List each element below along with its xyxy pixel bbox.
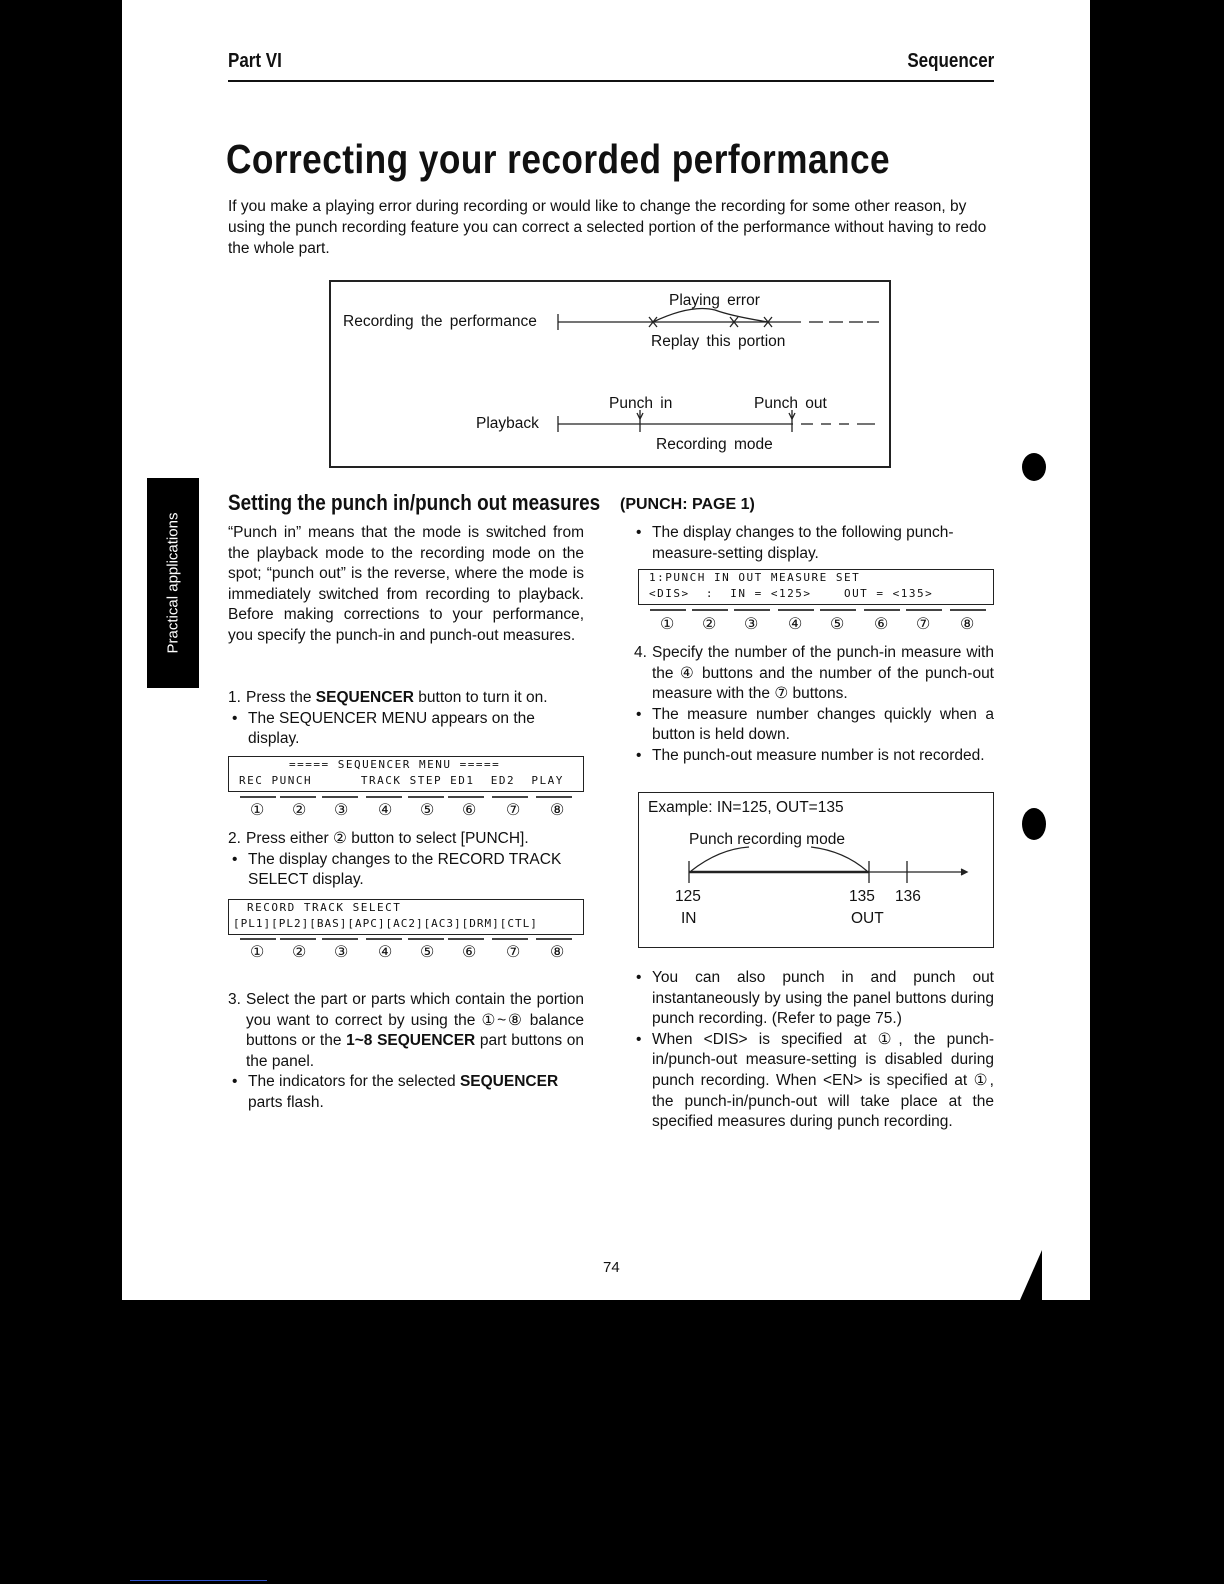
part-label: Part VI xyxy=(228,50,282,72)
step-4: 4. Specify the number of the punch-in measure with the ④ buttons and the number of the punch-out measure with the ⑦ buttons. • The measure number changes quickly when a button is held down. • The punch-out measure number is not recorded. xyxy=(634,644,994,764)
left-column xyxy=(228,523,584,647)
measure-135: 135 xyxy=(849,888,875,905)
page-corner xyxy=(1020,1250,1042,1300)
step-3: 3. Select the part or parts which contain the portion you want to correct by using the ①~⑧ balance buttons or the 1~8 SEQUENCER part buttons on the panel. • The indicators for the selected SEQUENCER parts flash. xyxy=(228,991,584,1111)
replay-label: Replay this portion xyxy=(651,333,786,350)
header-rule xyxy=(228,80,994,82)
right-bullet-1: • The display changes to the following punch-measure-setting display. xyxy=(636,524,954,562)
side-tab-label: Practical applications xyxy=(164,512,182,654)
measure-136: 136 xyxy=(895,888,921,905)
punch-diagram-lines xyxy=(331,282,889,466)
punch-diagram xyxy=(329,280,891,468)
in-label: IN xyxy=(681,910,697,927)
punch-out-label: Punch out xyxy=(754,395,827,412)
bottom-link-line xyxy=(130,1580,267,1581)
page-title: Correcting your recorded performance xyxy=(226,136,891,182)
section-title: Setting the punch in/punch out measures xyxy=(228,490,601,515)
bullet-sequencer-menu: The SEQUENCER MENU appears on the display. xyxy=(248,709,535,748)
playback-label: Playback xyxy=(476,415,539,432)
punch-in-label: Punch in xyxy=(609,395,673,412)
example-timeline xyxy=(639,793,993,947)
recording-mode-label: Recording mode xyxy=(656,436,773,453)
example-box xyxy=(638,792,994,948)
section-heading xyxy=(228,490,755,516)
page-number: 74 xyxy=(603,1259,620,1276)
right-notes: • You can also punch in and punch out instantaneously by using the panel buttons during punch recording. (Refer to page 75.) • When <DIS> is specified at ①, the punch-in/punch-out measure-setting is disabled during punch recording. When <EN> is specified at ①, the punch-in/punch-out will take place at the specified measures during punch recording. xyxy=(636,969,994,1131)
step-2: 2. Press either ② button to select [PUNCH]. • The display changes to the RECORD TRACK SELECT display. xyxy=(228,830,562,889)
punch-definition-paragraph: “Punch in” means that the mode is switched from the playback mode to the recording mode on the spot; “punch out” is the reverse, where the mode is immediately switched from recording to playback. Before making corrections to your performance, you specify the punch-in and punch-out measures. xyxy=(228,524,584,644)
playing-error-label: Playing error xyxy=(669,292,760,309)
manual-page: Part VI Sequencer Correcting your recorded performance If you make a playing error during recording or would like to change the recording for some other reason, by using the punch recording feature you can correct a selected portion of the performance without having to redo the whole part. Playing error Recording the performance Replay this portion Punch in Punch out Playback Recording mode Setting the punch in/punch out measures (PUNCH: PAGE 1) “Punch in” means that the mode is switched from the playback mode to the recording mode on the spot; “punch out” is the reverse, where the mode is immediately switched from recording to playback. Before making corrections to your performance, you specify the punch-in and punch-out measures. 1. Press the SEQUENCER button to turn it on. • The SEQUENCER MENU appears on the display. ===== SEQUENCER MENU ===== REC PUNCH TRACK STEP ED1 ED2 PLAY ① ② ③ ④ ⑤ ⑥ ⑦ ⑧ 2. Press either ② button to select [PUNCH]. • The display changes to the RECORD TRACK SELECT display. RECORD TRACK SELECT [PL1][PL2][BAS][APC][AC2][AC3][DRM][CTL] ① ② ③ ④ ⑤ ⑥ ⑦ ⑧ 3. Select the part or parts which contain the portion you want to correct by using the ①~⑧ balance buttons or the 1~8 SEQUENCER part buttons on the panel. • The indicators for the selected SEQUENCER parts flash. • The display changes to the following punch-measure-setting display. 1:PUNCH IN OUT MEASURE SET <DIS> : IN = <125> OUT = <135> ① ② ③ ④ ⑤ ⑥ ⑦ ⑧ 4. Specify the number of the punch-in measure with the ④ buttons and the number of the punch-out measure with the ⑦ buttons. • The measure number changes quickly when a button is held down. • The punch-out measure number is not recorded. Example: IN=125, OUT=135 Punch recording mode 125 135 136 IN OUT • You can also punch in and punch out instantaneously by using the panel buttons during punch recording. (Refer to page 75.) • When <DIS> is specified at ①, the punch-in/punch-out measure-setting is disabled during punch recording. When <EN> is specified at ①, the punch-in/punch-out will take place at the specified measures during punch recording. 74 xyxy=(122,0,1090,1300)
out-label: OUT xyxy=(851,910,884,927)
section-subtitle: (PUNCH: PAGE 1) xyxy=(620,496,755,513)
binding-dot-bottom xyxy=(1022,808,1046,840)
recording-performance-label: Recording the performance xyxy=(343,313,537,330)
binding-dot-top xyxy=(1022,453,1046,481)
lcd-sequencer-menu: ===== SEQUENCER MENU ===== REC PUNCH TRACK STEP ED1 ED2 PLAY xyxy=(228,756,584,792)
example-title: Example: IN=125, OUT=135 xyxy=(648,799,844,816)
lcd-punch-measure-set: 1:PUNCH IN OUT MEASURE SET <DIS> : IN = <125> OUT = <135> xyxy=(638,569,994,605)
chapter-label: Sequencer xyxy=(907,50,994,72)
punch-recording-mode-label: Punch recording mode xyxy=(689,831,845,848)
intro-paragraph: If you make a playing error during recording or would like to change the recording for some other reason, by using the punch recording feature you can correct a selected portion of the performance without having to redo the whole part. xyxy=(228,198,987,257)
step-1: 1. Press the SEQUENCER button to turn it on. • The SEQUENCER MENU appears on the display. xyxy=(228,689,548,748)
bullet-record-track: The display changes to the RECORD TRACK SELECT display. xyxy=(248,850,562,889)
measure-125: 125 xyxy=(675,888,701,905)
lcd-record-track-select: RECORD TRACK SELECT [PL1][PL2][BAS][APC][AC2][AC3][DRM][CTL] xyxy=(228,899,584,935)
